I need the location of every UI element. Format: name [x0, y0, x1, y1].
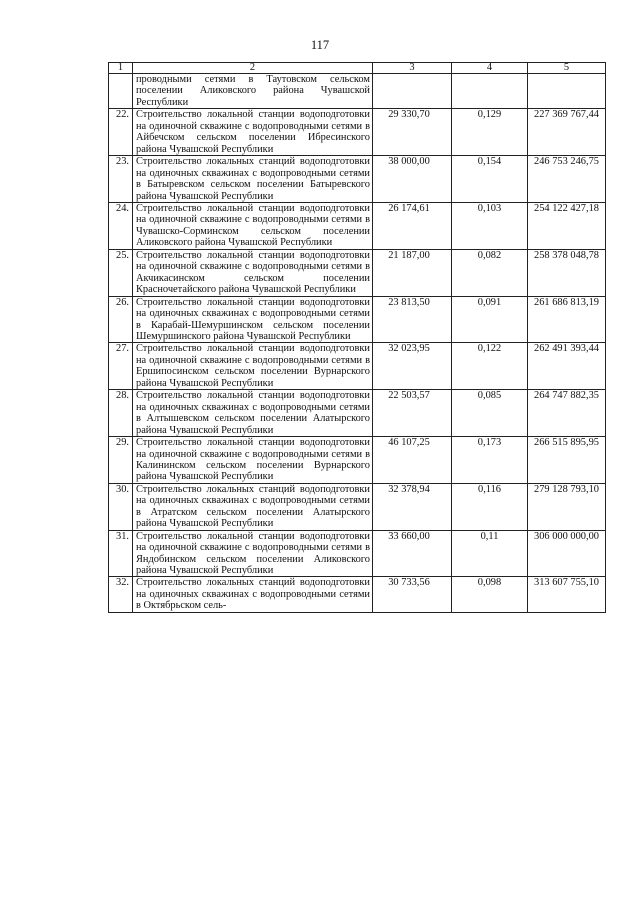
column-4-value-cell: 0,122: [452, 343, 528, 390]
column-4-value-cell: 0,098: [452, 577, 528, 612]
description-cell: Строительство локальных станций водоподготовки на одиночных скважинах с водопроводными сетями в Октябрьском сель-: [133, 577, 373, 612]
table-row: [109, 483, 606, 530]
description-cell: Строительство локальной станции водоподготовки на одиночной скважине с водопроводными сетями в Акчикасинском сельском поселении Красночетайского района Чувашской Республики: [133, 249, 373, 296]
column-header-5: 5: [528, 63, 606, 74]
column-4-value-cell: 0,085: [452, 390, 528, 437]
column-header-2: 2: [133, 63, 373, 74]
column-3-value-cell: 46 107,25: [373, 437, 452, 484]
column-5-value-cell: 254 122 427,18: [528, 202, 606, 249]
table-row: [109, 530, 606, 577]
column-5-value-cell: 246 753 246,75: [528, 156, 606, 203]
table-row: [109, 156, 606, 203]
column-3-value-cell: 21 187,00: [373, 249, 452, 296]
column-5-value-cell: [528, 74, 606, 109]
column-4-value-cell: 0,091: [452, 296, 528, 343]
column-5-value-cell: 306 000 000,00: [528, 530, 606, 577]
row-number-cell: [109, 74, 133, 109]
column-3-value-cell: 22 503,57: [373, 390, 452, 437]
table-row: [109, 249, 606, 296]
column-5-value-cell: 313 607 755,10: [528, 577, 606, 612]
description-cell: Строительство локальных станций водоподготовки на одиночных скважинах с водопроводными сетями в Атратском сельском поселении Алатырского района Чувашской Республики: [133, 483, 373, 530]
description-cell: проводными сетями в Таутовском сельском поселении Аликовского района Чувашской Республики: [133, 74, 373, 109]
column-4-value-cell: 0,154: [452, 156, 528, 203]
column-header-1: 1: [109, 63, 133, 74]
table-row: [109, 74, 606, 109]
row-number-cell: 26.: [109, 296, 133, 343]
row-number-cell: 23.: [109, 156, 133, 203]
row-number-cell: 27.: [109, 343, 133, 390]
column-5-value-cell: 258 378 048,78: [528, 249, 606, 296]
row-number-cell: 32.: [109, 577, 133, 612]
column-4-value-cell: 0,082: [452, 249, 528, 296]
column-header-3: 3: [373, 63, 452, 74]
column-5-value-cell: 227 369 767,44: [528, 109, 606, 156]
column-4-value-cell: 0,11: [452, 530, 528, 577]
column-5-value-cell: 261 686 813,19: [528, 296, 606, 343]
column-3-value-cell: 30 733,56: [373, 577, 452, 612]
row-number-cell: 29.: [109, 437, 133, 484]
table-row: [109, 296, 606, 343]
column-4-value-cell: 0,103: [452, 202, 528, 249]
table-row: [109, 109, 606, 156]
table-row: [109, 390, 606, 437]
description-cell: Строительство локальной станции водоподготовки на одиночной скважине с водопроводными сетями в Калининском сельском поселении Вурнарского района Чувашской Республики: [133, 437, 373, 484]
column-3-value-cell: [373, 74, 452, 109]
description-cell: Строительство локальной станции водоподготовки на одиночных скважинах с водопроводными сетями в Карабай-Шемуршинском сельском поселении Шемуршинского района Чувашской Республики: [133, 296, 373, 343]
column-3-value-cell: 23 813,50: [373, 296, 452, 343]
column-5-value-cell: 266 515 895,95: [528, 437, 606, 484]
table-row: [109, 202, 606, 249]
column-4-value-cell: 0,116: [452, 483, 528, 530]
page-number: 117: [310, 38, 330, 52]
column-3-value-cell: 26 174,61: [373, 202, 452, 249]
column-3-value-cell: 33 660,00: [373, 530, 452, 577]
row-number-cell: 25.: [109, 249, 133, 296]
description-cell: Строительство локальной станции водоподготовки на одиночных скважинах с водопроводными сетями в Алтышевском сельском поселении Алатырского района Чувашской Республики: [133, 390, 373, 437]
row-number-cell: 28.: [109, 390, 133, 437]
column-3-value-cell: 38 000,00: [373, 156, 452, 203]
description-cell: Строительство локальной станции водоподготовки на одиночной скважине с водопроводными сетями в Яндобинском сельском поселении Аликовского района Чувашской Республики: [133, 530, 373, 577]
row-number-cell: 31.: [109, 530, 133, 577]
description-cell: Строительство локальной станции водоподготовки на одиночной скважине с водопроводными сетями в Чувашско-Сорминском сельском поселении Аликовского района Чувашской Республики: [133, 202, 373, 249]
row-number-cell: 30.: [109, 483, 133, 530]
table-row: [109, 577, 606, 612]
row-number-cell: 24.: [109, 202, 133, 249]
column-4-value-cell: [452, 74, 528, 109]
description-cell: Строительство локальной станции водоподготовки на одиночной скважине с водопроводными сетями в Ершипосинском сельском поселении Вурнарского района Чувашской Республики: [133, 343, 373, 390]
table-row: [109, 437, 606, 484]
column-4-value-cell: 0,173: [452, 437, 528, 484]
description-cell: Строительство локальной станции водоподготовки на одиночной скважине с водопроводными сетями в Айбечском сельском поселении Ибресинского района Чувашской Республики: [133, 109, 373, 156]
column-5-value-cell: 279 128 793,10: [528, 483, 606, 530]
table-header-row: [109, 63, 606, 74]
column-3-value-cell: 32 023,95: [373, 343, 452, 390]
table-row: [109, 343, 606, 390]
column-3-value-cell: 32 378,94: [373, 483, 452, 530]
description-cell: Строительство локальных станций водоподготовки на одиночных скважинах с водопроводными сетями в Батыревском сельском поселении Батыревского района Чувашской Республики: [133, 156, 373, 203]
column-4-value-cell: 0,129: [452, 109, 528, 156]
projects-table: [108, 62, 606, 613]
column-5-value-cell: 262 491 393,44: [528, 343, 606, 390]
column-5-value-cell: 264 747 882,35: [528, 390, 606, 437]
column-3-value-cell: 29 330,70: [373, 109, 452, 156]
column-header-4: 4: [452, 63, 528, 74]
row-number-cell: 22.: [109, 109, 133, 156]
